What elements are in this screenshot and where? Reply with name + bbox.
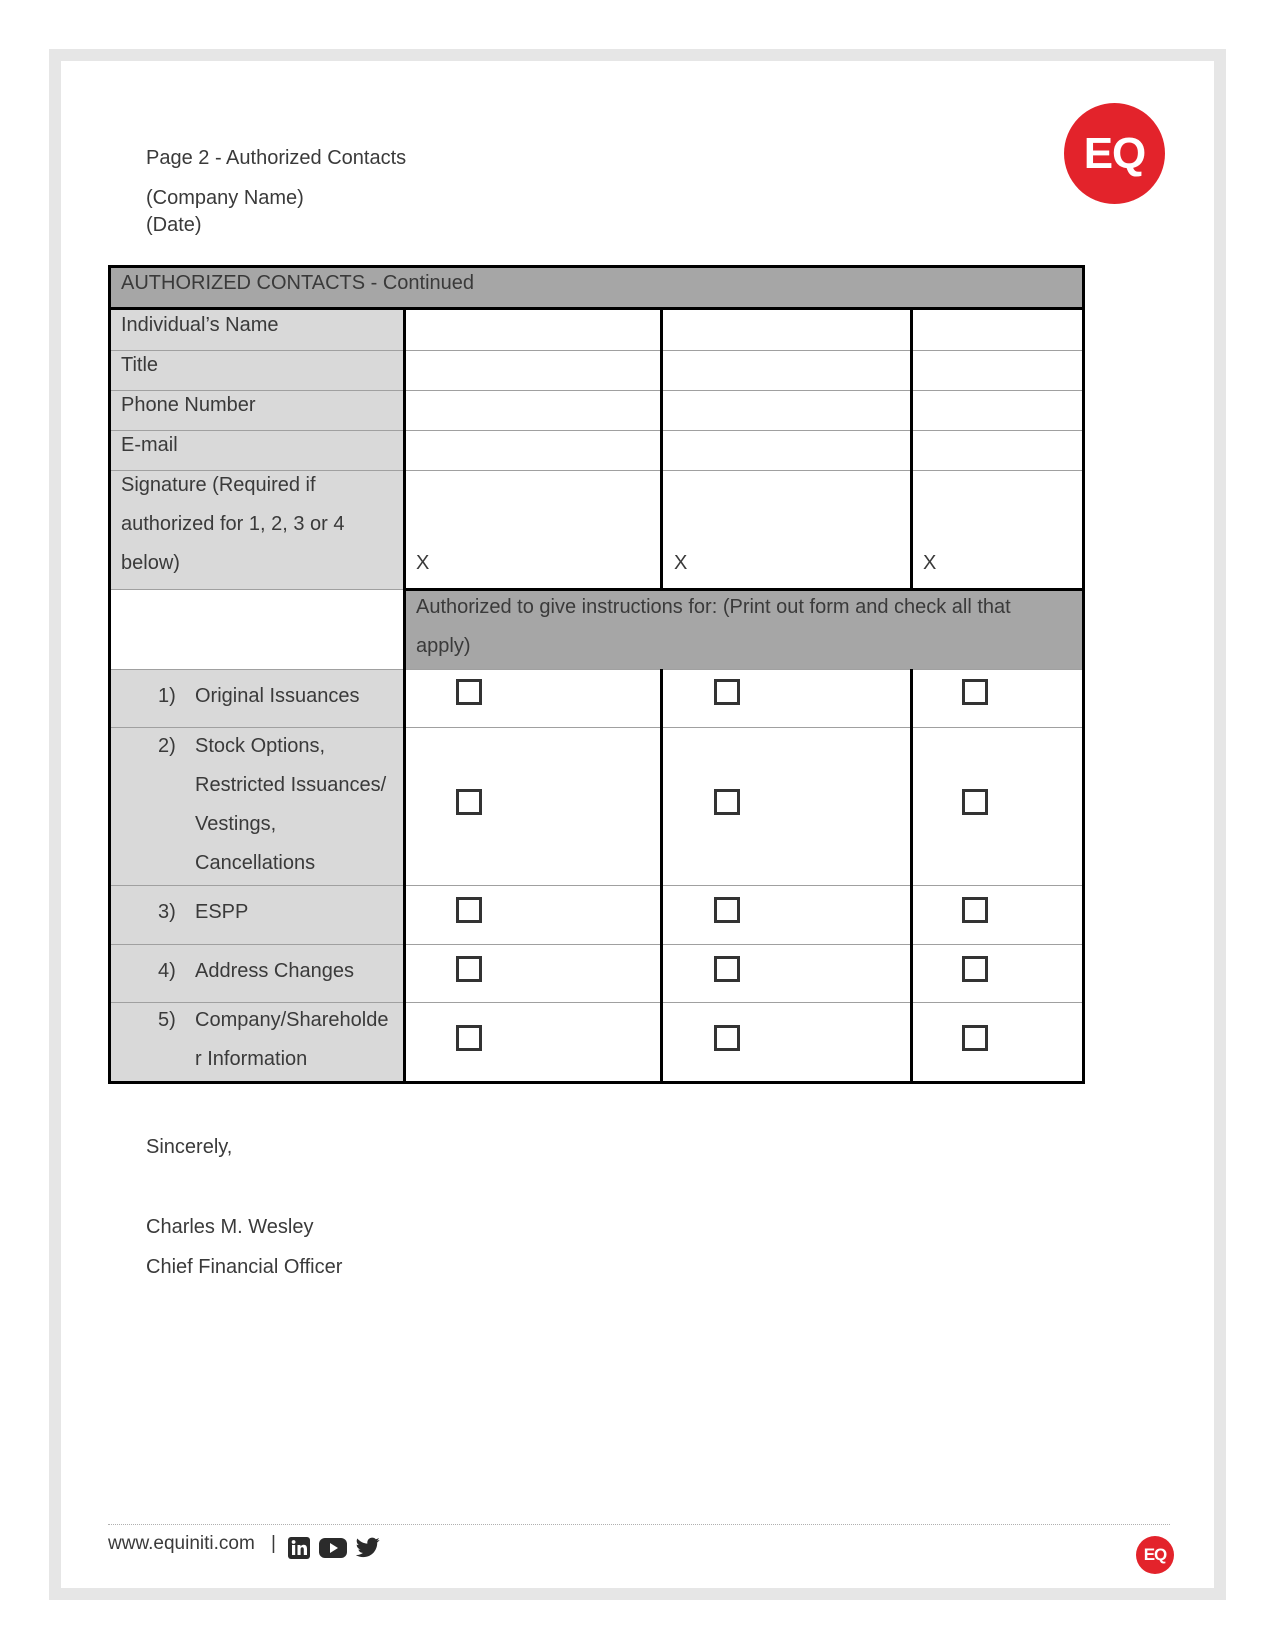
auth-item-label: Company/Shareholde: [195, 1009, 389, 1031]
auth-item-number: 4): [158, 960, 176, 982]
auth-item-number: 1): [158, 685, 176, 707]
row-divider: [109, 390, 1084, 391]
checkbox-contact-3-original-issuances[interactable]: [962, 679, 988, 705]
contact-2-title-field[interactable]: [663, 350, 911, 390]
contact-3-email-field[interactable]: [913, 430, 1082, 470]
checkbox-contact-2-espp[interactable]: [714, 897, 740, 923]
auth-header-border: [404, 588, 1085, 591]
column-divider: [660, 308, 663, 590]
eq-footer-logo: EQ: [1136, 1536, 1174, 1574]
label-signature-line-3: below): [121, 552, 180, 574]
checkbox-contact-2-company-shareholder-info[interactable]: [714, 1025, 740, 1051]
checkbox-contact-2-address-changes[interactable]: [714, 956, 740, 982]
checkbox-contact-3-stock-options[interactable]: [962, 789, 988, 815]
checkbox-contact-3-address-changes[interactable]: [962, 956, 988, 982]
section-title: AUTHORIZED CONTACTS - Continued: [121, 272, 475, 294]
closing-salutation: Sincerely,: [146, 1136, 233, 1158]
table-right-border: [1082, 265, 1085, 1084]
company-name-placeholder: (Company Name): [146, 187, 304, 209]
table-top-border: [108, 265, 1085, 268]
auth-item-label: Restricted Issuances/: [195, 774, 387, 796]
row-divider: [109, 430, 1084, 431]
row-divider: [109, 350, 1084, 351]
authorization-header-line-2: apply): [416, 635, 471, 657]
signature-mark: X: [416, 552, 430, 574]
label-individual-name: Individual’s Name: [121, 314, 279, 336]
section-header-border: [108, 307, 1085, 310]
contact-2-name-field[interactable]: [663, 310, 911, 350]
auth-item-number: 3): [158, 901, 176, 923]
contact-1-phone-field[interactable]: [406, 390, 661, 430]
row-divider: [109, 944, 1084, 945]
table-left-border: [108, 265, 111, 1084]
contact-2-phone-field[interactable]: [663, 390, 911, 430]
row-divider: [109, 470, 1084, 471]
contact-2-email-field[interactable]: [663, 430, 911, 470]
row-divider: [109, 885, 1084, 886]
contact-1-email-field[interactable]: [406, 430, 661, 470]
label-signature-line-2: authorized for 1, 2, 3 or 4: [121, 513, 345, 535]
authorization-header-line-1: Authorized to give instructions for: (Print out form and check all that: [416, 596, 1011, 618]
checkbox-contact-1-espp[interactable]: [456, 897, 482, 923]
checkbox-contact-3-espp[interactable]: [962, 897, 988, 923]
auth-item-label: Original Issuances: [195, 685, 360, 707]
contact-3-phone-field[interactable]: [913, 390, 1082, 430]
checkbox-contact-1-address-changes[interactable]: [456, 956, 482, 982]
label-signature-line-1: Signature (Required if: [121, 474, 316, 496]
auth-item-number: 5): [158, 1009, 176, 1031]
auth-item-label: Cancellations: [195, 852, 316, 874]
contact-1-title-field[interactable]: [406, 350, 661, 390]
row-divider: [109, 589, 404, 590]
auth-item-number: 2): [158, 735, 176, 757]
signer-title: Chief Financial Officer: [146, 1256, 343, 1278]
row-divider: [109, 727, 1084, 728]
contact-3-name-field[interactable]: [913, 310, 1082, 350]
label-email: E-mail: [121, 434, 178, 456]
label-title: Title: [121, 354, 159, 376]
auth-item-label: Address Changes: [195, 960, 354, 982]
footer-divider: [108, 1524, 1170, 1525]
table-bottom-border: [108, 1081, 1085, 1084]
checkbox-contact-3-company-shareholder-info[interactable]: [962, 1025, 988, 1051]
checkbox-contact-2-stock-options[interactable]: [714, 789, 740, 815]
contact-1-signature-field[interactable]: [406, 470, 661, 589]
contact-2-signature-field[interactable]: [663, 470, 911, 589]
footer-separator: |: [271, 1533, 276, 1554]
checkbox-contact-1-company-shareholder-info[interactable]: [456, 1025, 482, 1051]
linkedin-icon[interactable]: [288, 1537, 310, 1559]
signer-name: Charles M. Wesley: [146, 1216, 314, 1238]
youtube-icon[interactable]: [319, 1538, 347, 1558]
website-link[interactable]: www.equiniti.com: [108, 1533, 255, 1554]
auth-item-label: ESPP: [195, 901, 249, 923]
row-divider: [109, 669, 1084, 670]
twitter-icon[interactable]: [356, 1537, 380, 1558]
auth-item-label: Vestings,: [195, 813, 277, 835]
contact-1-name-field[interactable]: [406, 310, 661, 350]
label-phone-number: Phone Number: [121, 394, 256, 416]
contact-3-title-field[interactable]: [913, 350, 1082, 390]
column-divider: [660, 669, 663, 1084]
auth-item-label: r Information: [195, 1048, 308, 1070]
checkbox-contact-1-original-issuances[interactable]: [456, 679, 482, 705]
auth-item-label: Stock Options,: [195, 735, 326, 757]
contact-3-signature-field[interactable]: [913, 470, 1082, 589]
checkbox-contact-2-original-issuances[interactable]: [714, 679, 740, 705]
page-title: Page 2 - Authorized Contacts: [146, 147, 407, 169]
date-placeholder: (Date): [146, 214, 202, 236]
signature-mark: X: [674, 552, 688, 574]
row-divider: [109, 1002, 1084, 1003]
column-divider: [910, 669, 913, 1084]
checkbox-contact-1-stock-options[interactable]: [456, 789, 482, 815]
signature-mark: X: [923, 552, 937, 574]
eq-logo: EQ: [1064, 103, 1165, 204]
column-divider: [403, 308, 406, 1084]
column-divider: [910, 308, 913, 590]
